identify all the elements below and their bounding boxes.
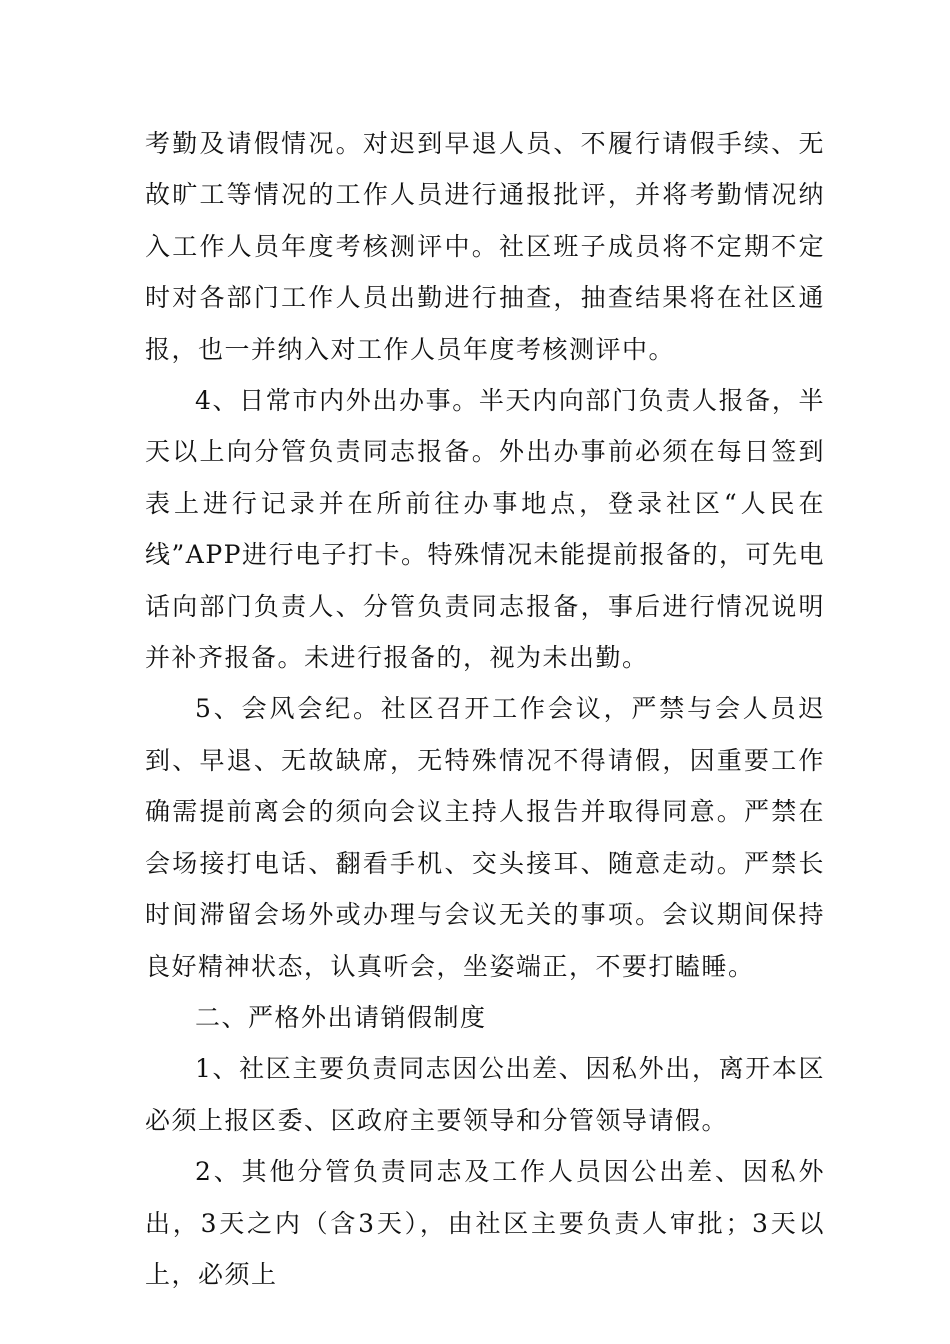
paragraph-leader-leave: 1、社区主要负责同志因公出差、因私外出，离开本区必须上报区委、区政府主要领导和分管领导请假。 [145,1054,825,1135]
paragraph-attendance-continued: 考勤及请假情况。对迟到早退人员、不履行请假手续、无故旷工等情况的工作人员进行通报批评，并将考勤情况纳入工作人员年度考核测评中。社区班子成员将不定期不定时对各部门工作人员出勤进行抽查，抽查结果将在社区通报，也一并纳入对工作人员年度考核测评中。 [145,129,825,364]
section-heading-leave-system: 二、严格外出请销假制度 [195,1002,487,1032]
paragraph-staff-leave: 2、其他分管负责同志及工作人员因公出差、因私外出，3天之内（含3天），由社区主要负责人审批；3天以上，必须上 [145,1157,825,1289]
paragraph-meeting-discipline: 5、会风会纪。社区召开工作会议，严禁与会人员迟到、早退、无故缺席，无特殊情况不得请假，因重要工作确需提前离会的须向会议主持人报告并取得同意。严禁在会场接打电话、翻看手机、交头接耳、随意走动。严禁长时间滞留会场外或办理与会议无关的事项。会议期间保持良好精神状态，认真听会，坐姿端正，不要打瞌睡。 [145,694,825,981]
paragraph-daily-errands: 4、日常市内外出办事。半天内向部门负责人报备，半天以上向分管负责同志报备。外出办事前必须在每日签到表上进行记录并在所前往办事地点，登录社区“人民在线”APP进行电子打卡。特殊情况未能提前报备的，可先电话向部门负责人、分管负责同志报备，事后进行情况说明并补齐报备。未进行报备的，视为未出勤。 [145,386,825,673]
document-body [145,118,825,1300]
